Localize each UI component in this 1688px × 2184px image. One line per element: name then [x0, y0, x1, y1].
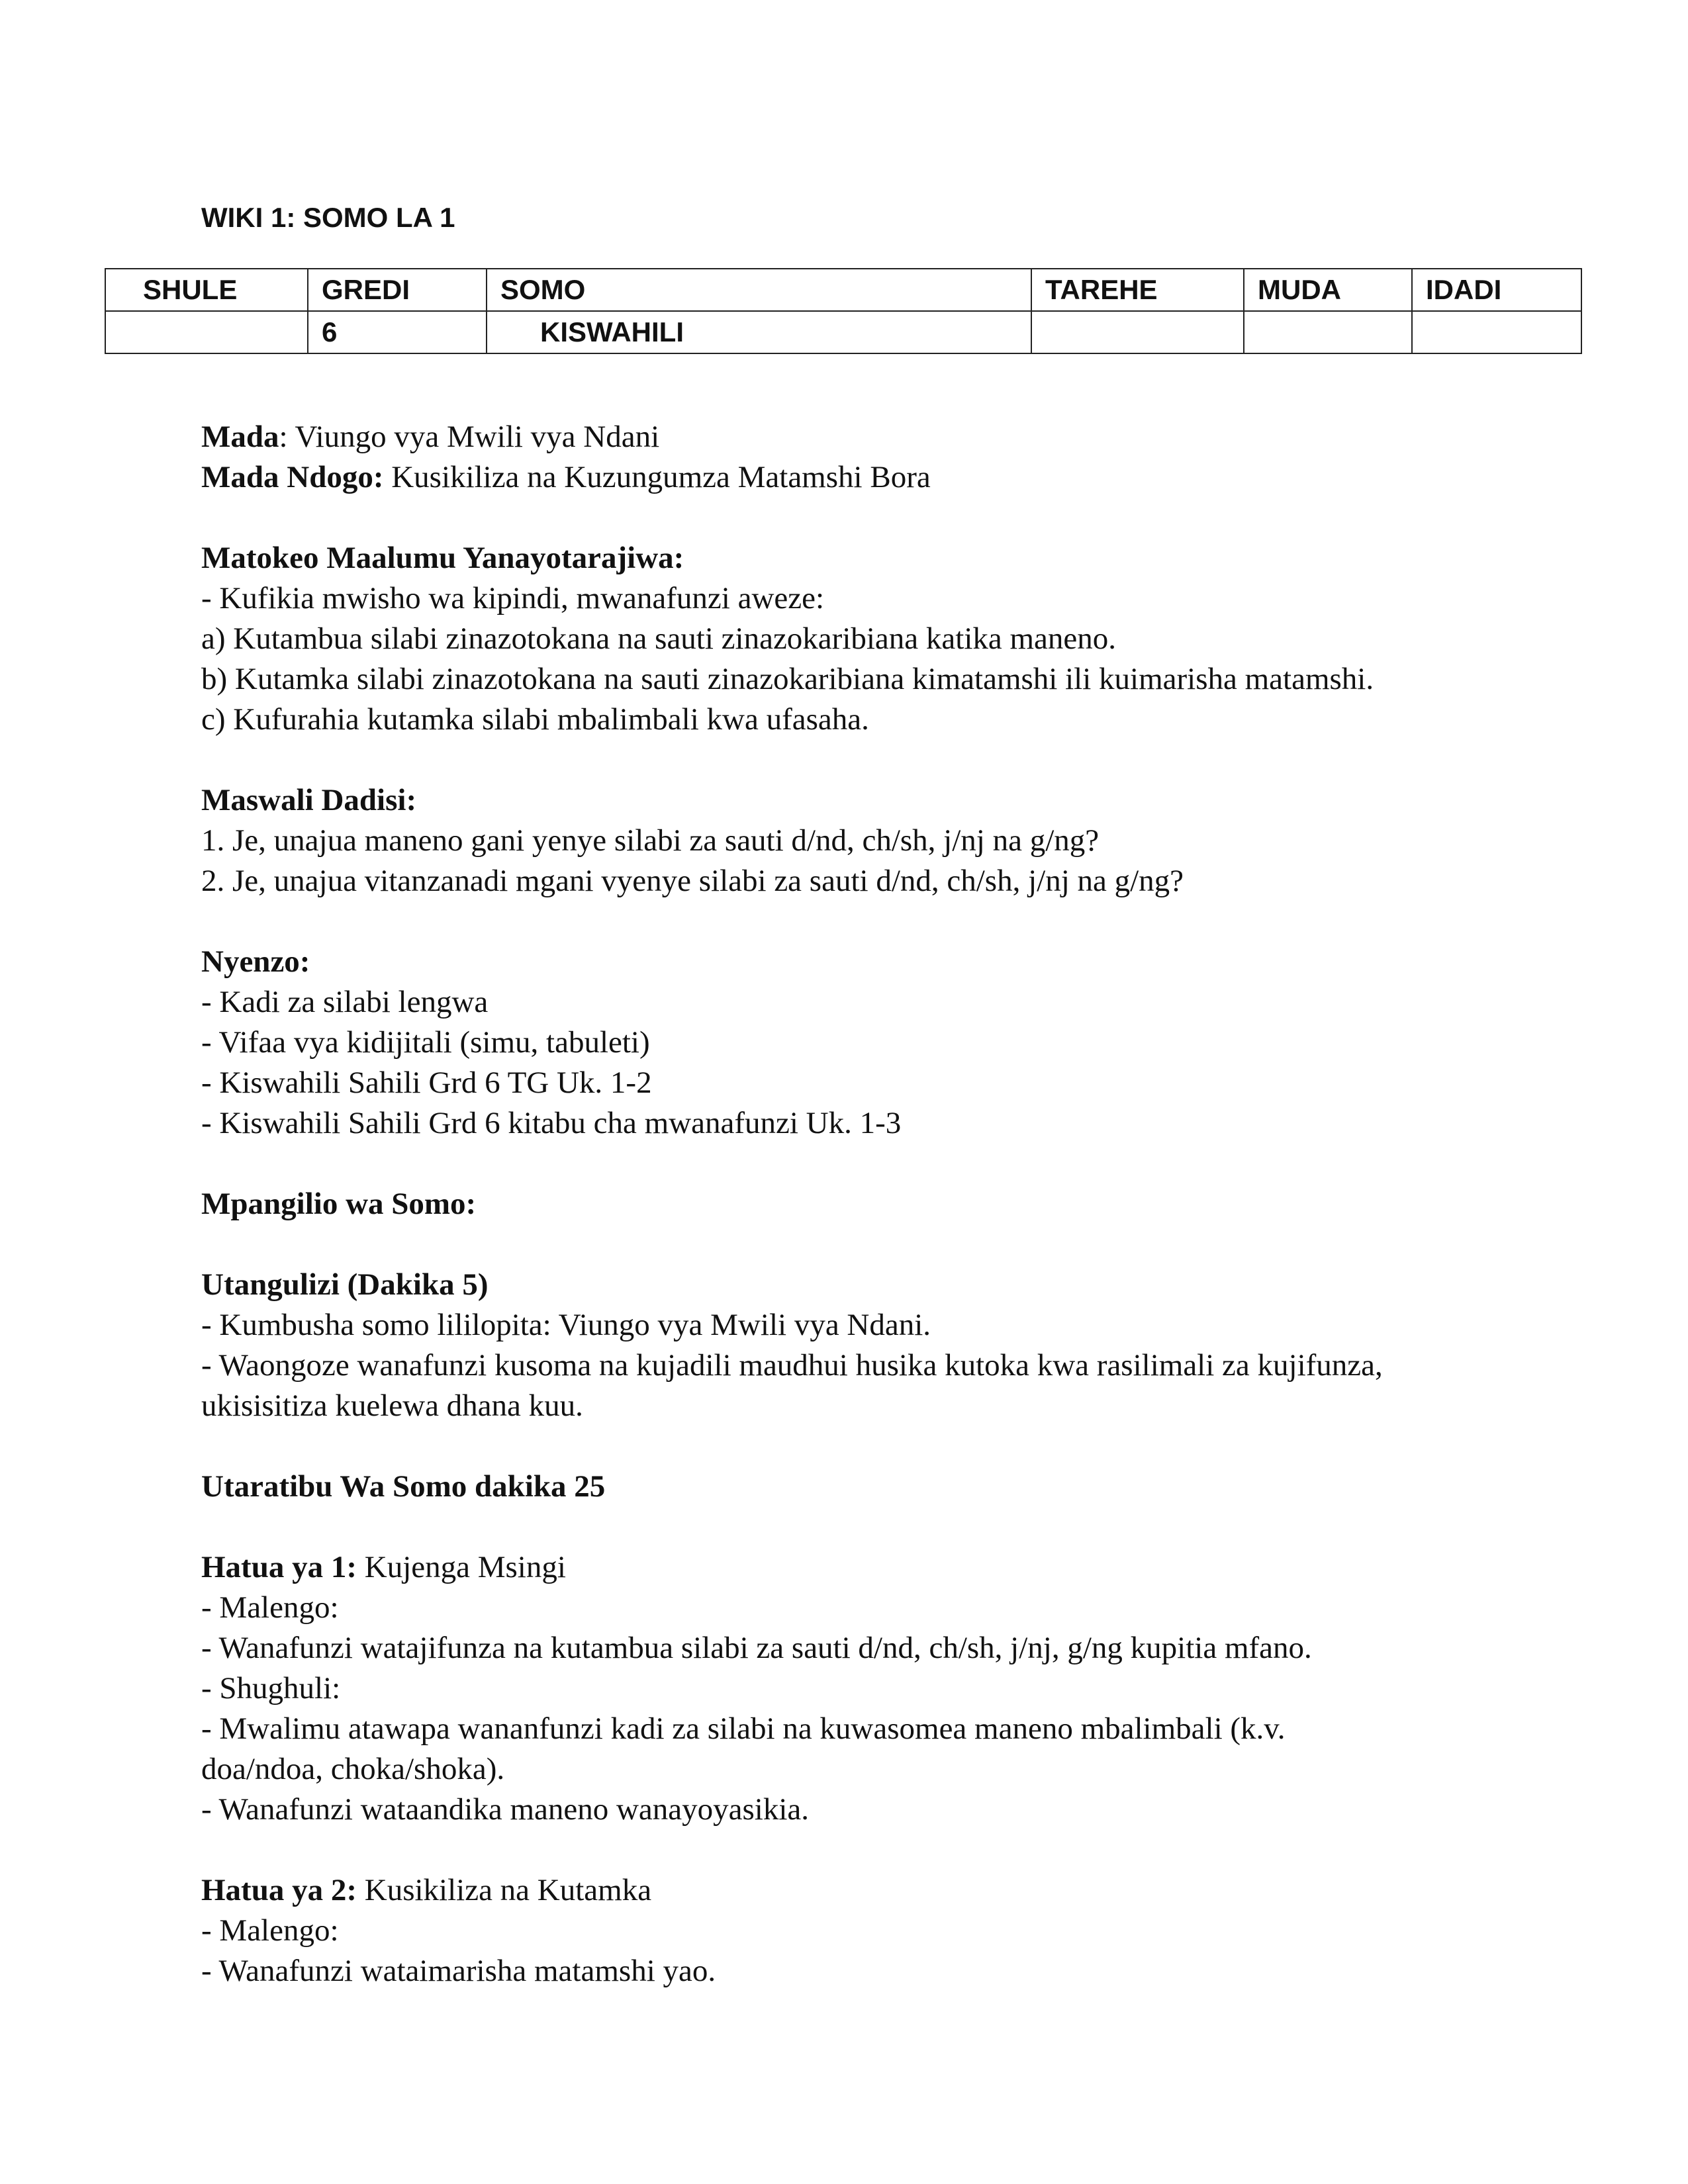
list-item: - Kiswahili Sahili Grd 6 kitabu cha mwanafunzi Uk. 1-3 [201, 1106, 902, 1140]
nyenzo-title-text: Nyenzo: [201, 944, 310, 979]
list-item: c) Kufurahia kutamka silabi mbalimbali kwa ufasaha. [201, 702, 869, 737]
list-item: 2. Je, unajua vitanzanadi mgani vyenye silabi za sauti d/nd, ch/sh, j/nj na g/ng? [201, 864, 1184, 898]
utangulizi-section [201, 1265, 1525, 1426]
hatua1-label: Hatua ya 1: [201, 1550, 357, 1584]
list-item: - Kadi za silabi lengwa [201, 985, 489, 1019]
hatua1-title [201, 1547, 1525, 1588]
list-item: - Mwalimu atawapa wananfunzi kadi za silabi na kuwasomea maneno mbalimbali (k.v. doa/ndoa, choka/shoka). [201, 1711, 1286, 1786]
mada-label: Mada [201, 420, 279, 454]
list-item: - Malengo: [201, 1913, 339, 1948]
utangulizi-title-text: Utangulizi (Dakika 5) [201, 1267, 489, 1302]
list-item: - Wanafunzi wataimarisha matamshi yao. [201, 1954, 716, 1988]
hatua2-title [201, 1870, 1525, 1911]
table-header-row [105, 269, 1581, 311]
maswali-title [201, 780, 1525, 821]
list-item: - Kufikia mwisho wa kipindi, mwanafunzi aweze: [201, 581, 825, 615]
mada-section [201, 417, 1525, 498]
lesson-body [201, 417, 1525, 2032]
header-muda: MUDA [1244, 269, 1412, 311]
utaratibu-title-text: Utaratibu Wa Somo dakika 25 [201, 1469, 606, 1504]
mada-ndogo-label: Mada Ndogo: [201, 460, 384, 494]
lesson-info-table [105, 268, 1582, 354]
utaratibu-title [201, 1467, 1525, 1507]
utaratibu-section [201, 1467, 1525, 1507]
matokeo-section [201, 538, 1525, 740]
utangulizi-title [201, 1265, 1525, 1305]
lesson-heading: WIKI 1: SOMO LA 1 [201, 202, 455, 233]
matokeo-title-text: Matokeo Maalumu Yanayotarajiwa: [201, 541, 684, 575]
header-idadi: IDADI [1412, 269, 1581, 311]
maswali-title-text: Maswali Dadisi: [201, 783, 417, 817]
header-somo: SOMO [487, 269, 1031, 311]
value-somo: KISWAHILI [487, 311, 1031, 353]
list-item: a) Kutambua silabi zinazotokana na sauti zinazokaribiana katika maneno. [201, 621, 1117, 656]
hatua2-label: Hatua ya 2: [201, 1873, 357, 1907]
header-tarehe: TAREHE [1031, 269, 1244, 311]
list-item: b) Kutamka silabi zinazotokana na sauti zinazokaribiana kimatamshi ili kuimarisha matamshi. [201, 662, 1374, 696]
list-item: - Shughuli: [201, 1671, 341, 1706]
list-item: - Wanafunzi wataandika maneno wanayoyasikia. [201, 1792, 810, 1827]
hatua2-section [201, 1870, 1525, 1991]
mada-value: : Viungo vya Mwili vya Ndani [279, 420, 660, 454]
mpangilio-section [201, 1184, 1525, 1224]
value-shule [105, 311, 308, 353]
maswali-section [201, 780, 1525, 901]
list-item: - Kiswahili Sahili Grd 6 TG Uk. 1-2 [201, 1066, 652, 1100]
nyenzo-title [201, 942, 1525, 982]
hatua1-section [201, 1547, 1525, 1830]
list-item: - Waongoze wanafunzi kusoma na kujadili maudhui husika kutoka kwa rasilimali za kujifunza, ukisisitiza kuelewa dhana kuu. [201, 1348, 1383, 1423]
list-item: - Kumbusha somo lililopita: Viungo vya Mwili vya Ndani. [201, 1308, 931, 1342]
table-value-row [105, 311, 1581, 353]
value-muda [1244, 311, 1412, 353]
mpangilio-title [201, 1184, 1525, 1224]
mada-ndogo-line [201, 457, 1525, 498]
value-tarehe [1031, 311, 1244, 353]
list-item: - Malengo: [201, 1590, 339, 1625]
matokeo-title [201, 538, 1525, 578]
mpangilio-title-text: Mpangilio wa Somo: [201, 1187, 477, 1221]
value-gredi: 6 [308, 311, 487, 353]
hatua1-title-text: Kujenga Msingi [357, 1550, 566, 1584]
list-item: - Wanafunzi watajifunza na kutambua silabi za sauti d/nd, ch/sh, j/nj, g/ng kupitia mfano. [201, 1631, 1312, 1665]
list-item: 1. Je, unajua maneno gani yenye silabi za sauti d/nd, ch/sh, j/nj na g/ng? [201, 823, 1100, 858]
hatua2-title-text: Kusikiliza na Kutamka [357, 1873, 652, 1907]
value-idadi [1412, 311, 1581, 353]
mada-line [201, 417, 1525, 457]
header-gredi: GREDI [308, 269, 487, 311]
mada-ndogo-value: Kusikiliza na Kuzungumza Matamshi Bora [383, 460, 931, 494]
nyenzo-section [201, 942, 1525, 1144]
header-shule: SHULE [105, 269, 308, 311]
list-item: - Vifaa vya kidijitali (simu, tabuleti) [201, 1025, 650, 1060]
